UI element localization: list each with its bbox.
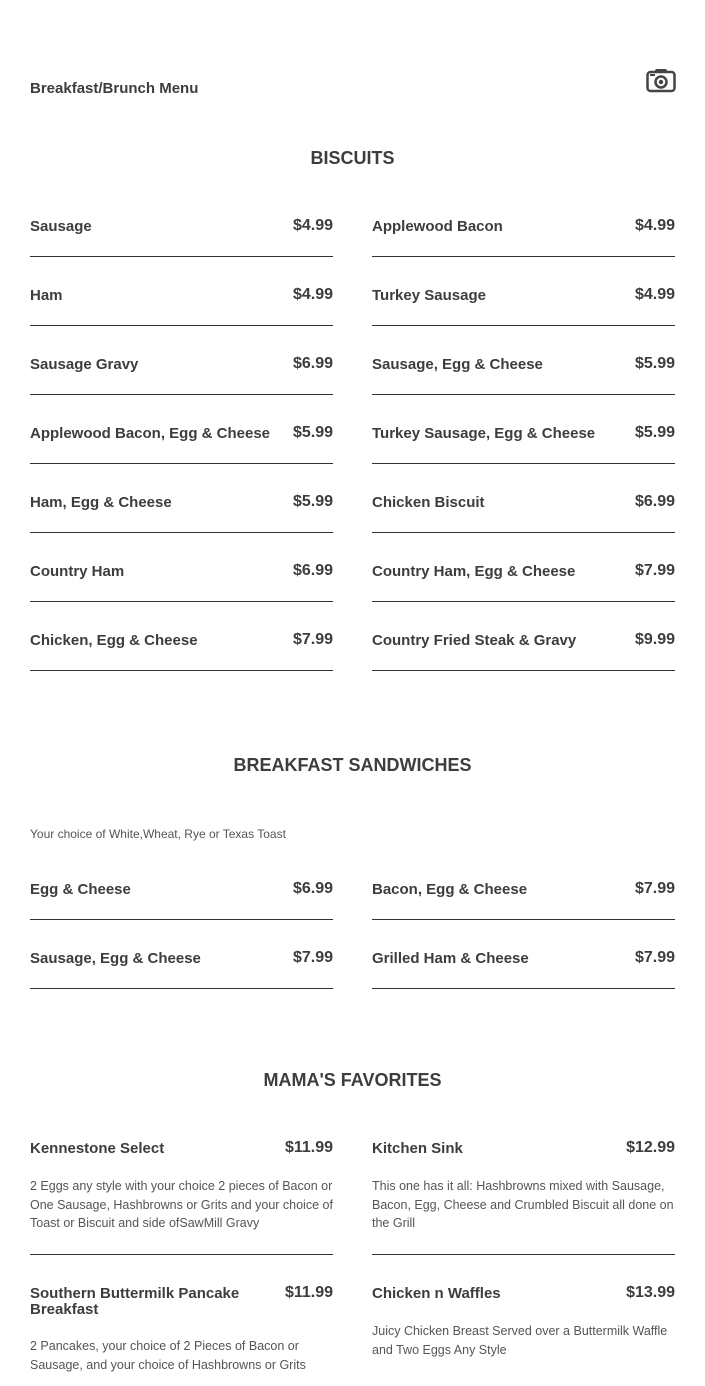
item-name: Applewood Bacon, Egg & Cheese xyxy=(30,425,271,442)
menu-header xyxy=(30,66,676,98)
section-note: Your choice of White,Wheat, Rye or Texas Toast xyxy=(30,827,286,841)
menu-item[interactable] xyxy=(372,951,675,989)
item-name: Chicken, Egg & Cheese xyxy=(30,632,198,649)
menu-item[interactable] xyxy=(30,288,333,326)
camera-icon[interactable] xyxy=(646,66,676,94)
menu-item[interactable] xyxy=(30,1141,333,1255)
item-price: $4.99 xyxy=(634,217,675,234)
item-name: Kitchen Sink xyxy=(372,1140,463,1157)
item-price: $5.99 xyxy=(634,355,675,372)
item-price: $6.99 xyxy=(634,493,675,510)
menu-item[interactable] xyxy=(372,288,675,326)
menu-item[interactable] xyxy=(372,1286,675,1386)
item-price: $4.99 xyxy=(292,286,333,303)
item-price: $9.99 xyxy=(634,631,675,648)
section-title-breakfast-sandwiches: BREAKFAST SANDWICHES xyxy=(233,755,472,775)
section-title-mamas-favorites: MAMA'S FAVORITES xyxy=(263,1070,442,1090)
item-name: Chicken n Waffles xyxy=(372,1285,501,1302)
item-price: $7.99 xyxy=(634,949,675,966)
item-price: $7.99 xyxy=(292,949,333,966)
item-price: $6.99 xyxy=(292,562,333,579)
item-price: $6.99 xyxy=(292,880,333,897)
item-name: Kennestone Select xyxy=(30,1140,165,1157)
menu-item[interactable] xyxy=(372,219,675,257)
section-title-biscuits: BISCUITS xyxy=(310,148,395,168)
item-name: Country Ham, Egg & Cheese xyxy=(372,563,576,580)
item-name: Applewood Bacon xyxy=(372,218,503,235)
item-price: $13.99 xyxy=(626,1284,675,1301)
item-name: Sausage Gravy xyxy=(30,356,139,373)
item-name: Country Ham xyxy=(30,563,125,580)
item-price: $7.99 xyxy=(634,562,675,579)
item-name: Turkey Sausage xyxy=(372,287,486,304)
item-description: Juicy Chicken Breast Served over a Buttermilk Waffle and Two Eggs Any Style xyxy=(372,1324,668,1357)
item-name: Turkey Sausage, Egg & Cheese xyxy=(372,425,596,442)
menu-item[interactable] xyxy=(372,357,675,395)
menu-item[interactable] xyxy=(30,1286,333,1386)
menu-item[interactable] xyxy=(30,882,333,920)
menu-item[interactable] xyxy=(30,219,333,257)
menu-item[interactable] xyxy=(30,357,333,395)
item-price: $7.99 xyxy=(634,880,675,897)
menu-item[interactable] xyxy=(30,426,333,464)
item-description: 2 Eggs any style with your choice 2 pieces of Bacon or One Sausage, Hashbrowns or Grits and your choice of Toast or Biscuit and side ofSawMill Gravy xyxy=(30,1179,333,1230)
item-description: 2 Pancakes, your choice of 2 Pieces of Bacon or Sausage, and your choice of Hashbrowns or Grits xyxy=(30,1339,306,1372)
item-price: $12.99 xyxy=(626,1139,675,1156)
menu-item[interactable] xyxy=(372,1141,675,1255)
item-price: $5.99 xyxy=(292,493,333,510)
item-name: Country Fried Steak & Gravy xyxy=(372,632,577,649)
menu-item[interactable] xyxy=(30,633,333,671)
menu-title: Breakfast/Brunch Menu xyxy=(30,80,199,97)
menu-item[interactable] xyxy=(372,882,675,920)
item-price: $11.99 xyxy=(284,1284,333,1301)
menu-item[interactable] xyxy=(30,564,333,602)
menu-item[interactable] xyxy=(372,633,675,671)
item-name: Sausage xyxy=(30,218,92,235)
item-price: $5.99 xyxy=(292,424,333,441)
menu-item[interactable] xyxy=(30,951,333,989)
item-name: Sausage, Egg & Cheese xyxy=(372,356,543,373)
item-price: $6.99 xyxy=(292,355,333,372)
item-name: Chicken Biscuit xyxy=(372,494,485,511)
item-name: Ham, Egg & Cheese xyxy=(30,494,172,511)
item-price: $7.99 xyxy=(292,631,333,648)
item-price: $11.99 xyxy=(284,1139,333,1156)
item-description: This one has it all: Hashbrowns mixed with Sausage, Bacon, Egg, Cheese and Crumbled Biscuit all done on the Grill xyxy=(372,1179,674,1230)
item-name: Southern Buttermilk Pancake Breakfast xyxy=(30,1285,240,1318)
item-name: Bacon, Egg & Cheese xyxy=(372,881,528,898)
menu-item[interactable] xyxy=(372,495,675,533)
item-price: $5.99 xyxy=(634,424,675,441)
item-name: Sausage, Egg & Cheese xyxy=(30,950,201,967)
menu-item[interactable] xyxy=(372,426,675,464)
menu-item[interactable] xyxy=(30,495,333,533)
item-name: Egg & Cheese xyxy=(30,881,131,898)
item-name: Grilled Ham & Cheese xyxy=(372,950,529,967)
item-price: $4.99 xyxy=(292,217,333,234)
menu-item[interactable] xyxy=(372,564,675,602)
item-name: Ham xyxy=(30,287,63,304)
item-price: $4.99 xyxy=(634,286,675,303)
